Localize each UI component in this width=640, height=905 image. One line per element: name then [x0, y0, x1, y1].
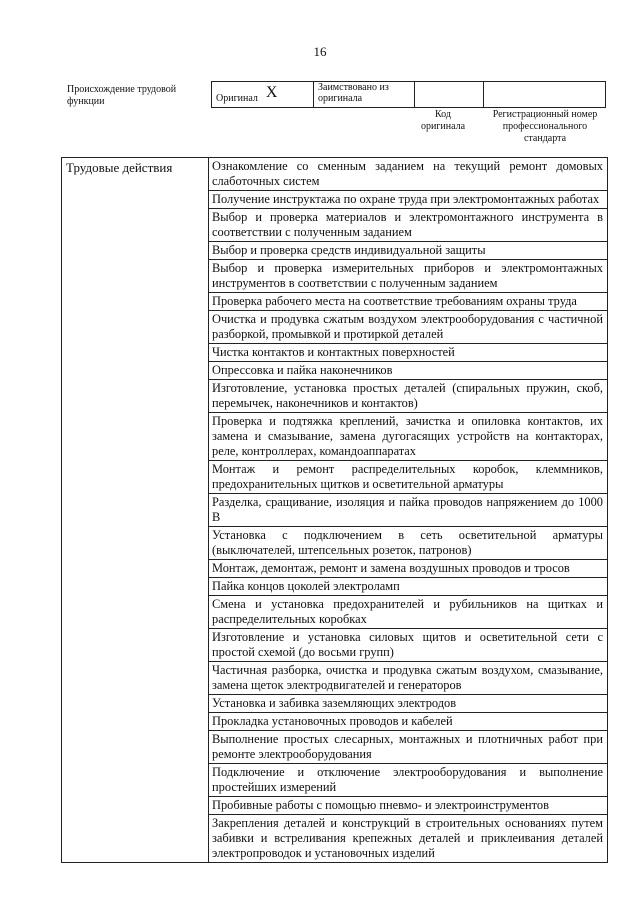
labor-actions-heading: Трудовые действия	[62, 158, 209, 863]
labor-action-item: Частичная разборка, очистка и продувка сжатым воздухом, смазывание, замена щеток электродвигателей и генераторов	[209, 662, 607, 695]
original-mark: X	[265, 84, 278, 101]
origin-label: Происхождение трудовой функции	[67, 84, 177, 107]
labor-action-item: Изготовление, установка простых деталей (спиральных пружин, скоб, перемычек, наконечников и контактов)	[209, 380, 607, 413]
labor-action-item: Монтаж и ремонт распределительных коробок, клеммников, предохранительных щитков и осветительной арматуры	[209, 461, 607, 494]
labor-action-item: Выбор и проверка материалов и электромонтажного инструмента в соответствии с полученным заданием	[209, 209, 607, 242]
labor-actions-list	[209, 158, 608, 863]
labor-action-item: Установка с подключением в сеть осветительной арматуры (выключателей, штепсельных розеток, патронов)	[209, 527, 607, 560]
original-code-caption: Код оригинала	[420, 109, 466, 132]
registration-number-cell	[484, 82, 606, 108]
labor-action-item: Выбор и проверка измерительных приборов и электромонтажных инструментов в соответствии с полученным заданием	[209, 260, 607, 293]
labor-action-item: Прокладка установочных проводов и кабелей	[209, 713, 607, 731]
labor-action-item: Чистка контактов и контактных поверхностей	[209, 344, 607, 362]
page-number: 16	[313, 44, 327, 59]
origin-table	[211, 81, 606, 108]
labor-action-item: Проверка и подтяжка креплений, зачистка и опиловка контактов, их замена и смазывание, замена дугогасящих устройств на контакторах, реле, контроллерах, командоаппаратах	[209, 413, 607, 461]
actions-list-container	[209, 158, 607, 862]
labor-action-item: Пайка концов цоколей электроламп	[209, 578, 607, 596]
labor-action-item: Получение инструктажа по охране труда при электромонтажных работах	[209, 191, 607, 209]
labor-action-item: Проверка рабочего места на соответствие требованиям охраны труда	[209, 293, 607, 311]
original-cell	[212, 82, 314, 108]
labor-action-item: Смена и установка предохранителей и рубильников на щитках и распределительных коробках	[209, 596, 607, 629]
labor-action-item: Ознакомление со сменным заданием на текущий ремонт домовых слаботочных систем	[209, 158, 607, 191]
borrowed-label: Заимствовано из оригинала	[318, 82, 389, 104]
labor-action-item: Выбор и проверка средств индивидуальной защиты	[209, 242, 607, 260]
original-code-cell	[415, 82, 484, 108]
labor-action-item: Пробивные работы с помощью пневмо- и электроинструментов	[209, 797, 607, 815]
labor-action-item: Очистка и продувка сжатым воздухом электрооборудования с частичной разборкой, промывкой и протиркой деталей	[209, 311, 607, 344]
labor-action-item: Установка и забивка заземляющих электродов	[209, 695, 607, 713]
labor-action-item: Подключение и отключение электрооборудования и выполнение простейших измерений	[209, 764, 607, 797]
labor-action-item: Монтаж, демонтаж, ремонт и замена воздушных проводов и тросов	[209, 560, 607, 578]
labor-action-item: Изготовление и установка силовых щитов и осветительной сети с простой схемой (до восьми групп)	[209, 629, 607, 662]
labor-action-item: Закрепления деталей и конструкций в строительных основаниях путем забивки и встреливания крепежных деталей и приклеивания деталей электропроводок и установочных изделий	[212, 816, 603, 860]
borrowed-cell	[314, 82, 415, 108]
labor-action-item: Выполнение простых слесарных, монтажных и плотничных работ при ремонте электрооборудования	[209, 731, 607, 764]
labor-action-item: Разделка, сращивание, изоляция и пайка проводов напряжением до 1000 В	[209, 494, 607, 527]
labor-actions-table	[61, 157, 608, 863]
original-label: Оригинал	[216, 93, 258, 104]
labor-action-item: Опрессовка и пайка наконечников	[209, 362, 607, 380]
registration-number-caption: Регистрационный номер профессионального стандарта	[492, 109, 598, 144]
